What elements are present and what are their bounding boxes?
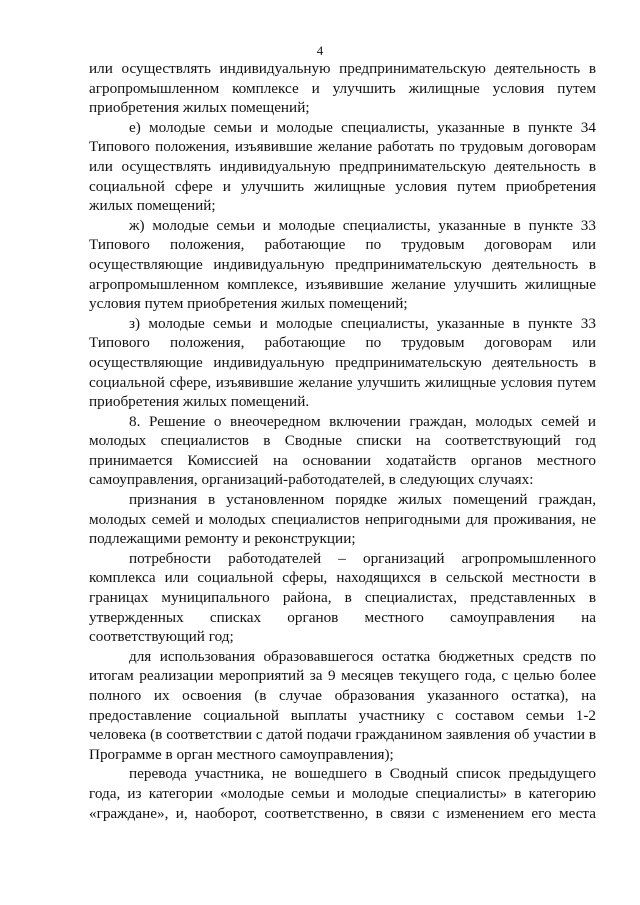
paragraph-item-e: е) молодые семьи и молодые специалисты, указанные в пункте 34 Типового положения, изъявившие желание работать по трудовым договорам или осуществлять индивидуальную предпринимательскую деятельность в социальной сфере и улучшить жилищные условия путем приобретения жилых помещений; [89, 118, 596, 215]
paragraph-case-recognition: признания в установленном порядке жилых помещений граждан, молодых семей и молодых специалистов непригодными для проживания, не подлежащими ремонту и реконструкции; [89, 491, 596, 548]
paragraph-continuation: или осуществлять индивидуальную предпринимательскую деятельность в агропромышленном комплексе и улучшить жилищные условия путем приобретения жилых помещений; [89, 60, 596, 117]
paragraph-case-budget-remainder: для использования образовавшегося остатка бюджетных средств по итогам реализации мероприятий за 9 месяцев текущего года, с целью более полного их освоения (в случае образования указанного остатка), на предоставление социальной выплаты участнику с составом семьи 1-2 человека (в соответствии с датой подачи гражданином заявления об участии в Программе в орган местного самоуправления); [89, 647, 596, 763]
paragraph-case-employer-need: потребности работодателей – организаций агропромышленного комплекса или социальной сферы, находящихся в сельской местности в границах муниципального района, в специалистах, представленных в утвержденных списках органов местного самоуправления на соответствующий год; [89, 549, 596, 646]
paragraph-case-transfer: перевода участника, не вошедшего в Сводный список предыдущего года, из категории «молодые семьи и молодые специалисты» в категорию «граждане», и, наоборот, соответственно, в связи с изменением его места [89, 765, 596, 822]
paragraph-section-8: 8. Решение о внеочередном включении граждан, молодых семей и молодых специалистов в Сводные списки на соответствующий год принимается Комиссией на основании ходатайств органов местного самоуправления, организаций-работодателей, в следующих случаях: [89, 412, 596, 489]
paragraph-item-z: з) молодые семьи и молодые специалисты, указанные в пункте 33 Типового положения, работающие по трудовым договорам или осуществляющие индивидуальную предпринимательскую деятельность в социальной сфере, изъявившие желание улучшить жилищные условия путем приобретения жилых помещений. [89, 314, 596, 411]
page-number: 4 [316, 43, 324, 58]
document-body [89, 59, 596, 823]
paragraph-item-zh: ж) молодые семьи и молодые специалисты, указанные в пункте 33 Типового положения, работающие по трудовым договорам или осуществляющие индивидуальную предпринимательскую деятельность в агропромышленном комплексе, изъявившие желание улучшить жилищные условия путем приобретения жилых помещений; [89, 216, 596, 313]
